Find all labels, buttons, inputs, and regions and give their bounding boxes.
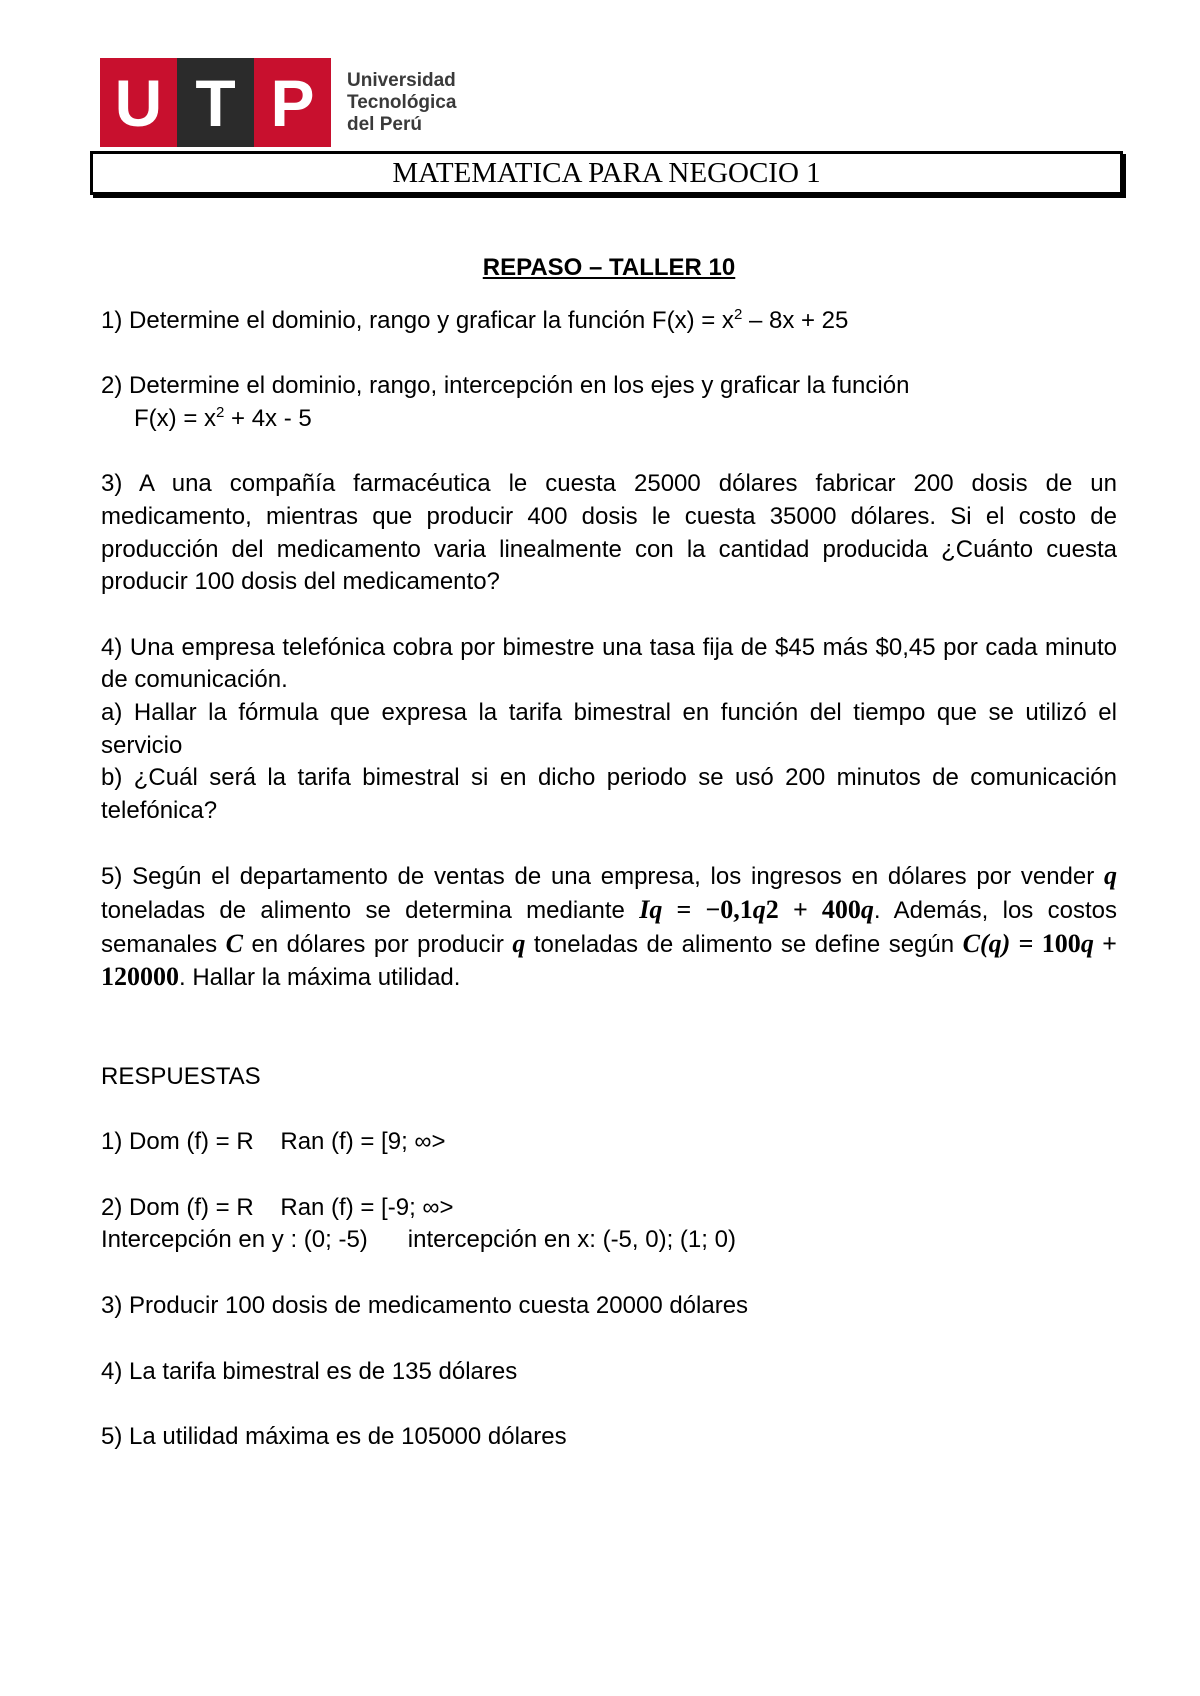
problem-2-exponent: 2 — [216, 403, 225, 421]
p5-cost-fn: C(q) — [962, 928, 1011, 958]
p5-income-var: Iq — [639, 894, 663, 924]
problem-1-exponent: 2 — [733, 305, 743, 323]
p5-cost-eq: = 100 — [1010, 928, 1081, 958]
logo-letter-u: U — [100, 58, 177, 147]
course-title: MATEMATICA PARA NEGOCIO 1 — [392, 156, 821, 189]
logo-line-1: Universidad — [347, 70, 456, 91]
answer-2-line-1: 2) Dom (f) = R Ran (f) = [-9; ∞> — [101, 1193, 454, 1221]
p5-var-q: q — [1104, 861, 1117, 891]
p5-text-3: . Además, los costos semanales — [101, 896, 1117, 958]
p5-text-4: en dólares por producir — [242, 930, 513, 958]
p5-text-5: toneladas de alimento se define según — [525, 930, 963, 958]
problem-3: 3) A una compañía farmacéutica le cuesta 25000 dólares fabricar 200 dosis de un medicamento, mientras que producir 400 dosis le cuesta 35000 dólares. Si el costo de producción del medicamento varia linealmente con la cantidad producida ¿Cuánto cuesta producir 100 dosis del medicamento? — [101, 470, 1117, 596]
answer-4: 4) La tarifa bimestral es de 135 dólares — [101, 1357, 518, 1385]
logo-line-3: del Perú — [347, 114, 422, 135]
p5-income-eq: = −0,1 — [662, 894, 753, 924]
problem-4-intro: 4) Una empresa telefónica cobra por bimestre una tasa fija de $45 más $0,45 por cada minuto de comunicación. — [101, 633, 1117, 694]
p5-text-2: toneladas de alimento se determina mediante — [101, 896, 640, 924]
problem-2-line-2 — [101, 403, 1117, 436]
p5-cost-q: q — [1080, 928, 1094, 958]
logo-line-2: Tecnológica — [347, 92, 457, 113]
problem-1-text: 1) Determine el dominio, rango y graficar la función F(x) = x — [101, 306, 734, 334]
p5-income-q2: q — [860, 894, 874, 924]
answers-heading: RESPUESTAS — [101, 1062, 261, 1090]
course-title-box — [90, 151, 1123, 195]
answer-1: 1) Dom (f) = R Ran (f) = [9; ∞> — [101, 1128, 446, 1156]
p5-var-c: C — [225, 928, 243, 958]
logo-letter-t: T — [177, 58, 254, 147]
problem-2-formula: F(x) = x — [134, 404, 216, 432]
p5-cost-rest: + 120000 — [101, 928, 1117, 992]
logo-letter-p: P — [254, 58, 331, 147]
utp-logo — [100, 58, 456, 147]
problem-4-a: a) Hallar la fórmula que expresa la tarifa bimestral en función del tiempo que se utilizó el servicio — [101, 698, 1117, 759]
p5-income-rest: 2 + 400 — [765, 894, 861, 924]
document-body — [101, 252, 1117, 1454]
p5-var-q-2: q — [512, 928, 526, 958]
answer-3: 3) Producir 100 dosis de medicamento cuesta 20000 dólares — [101, 1292, 749, 1320]
problem-2-tail: + 4x - 5 — [224, 404, 312, 432]
problem-1 — [101, 305, 1117, 338]
answer-2-line-2: Intercepción en y : (0; -5) intercepción en x: (-5, 0); (1; 0) — [101, 1226, 736, 1254]
problem-5 — [101, 860, 1117, 994]
problem-1-tail: – 8x + 25 — [742, 306, 849, 334]
problem-2-line-1: 2) Determine el dominio, rango, intercepción en los ejes y graficar la función — [101, 372, 910, 400]
logo-university-name — [347, 58, 456, 147]
answer-5: 5) La utilidad máxima es de 105000 dólares — [101, 1423, 567, 1451]
p5-income-q: q — [752, 894, 766, 924]
problem-4-b: b) ¿Cuál será la tarifa bimestral si en dicho periodo se usó 200 minutos de comunicación telefónica? — [101, 764, 1117, 824]
p5-text-1: 5) Según el departamento de ventas de una empresa, los ingresos en dólares por vender — [101, 863, 1104, 891]
worksheet-heading: REPASO – TALLER 10 — [482, 254, 736, 281]
p5-text-6: . Hallar la máxima utilidad. — [179, 964, 461, 992]
